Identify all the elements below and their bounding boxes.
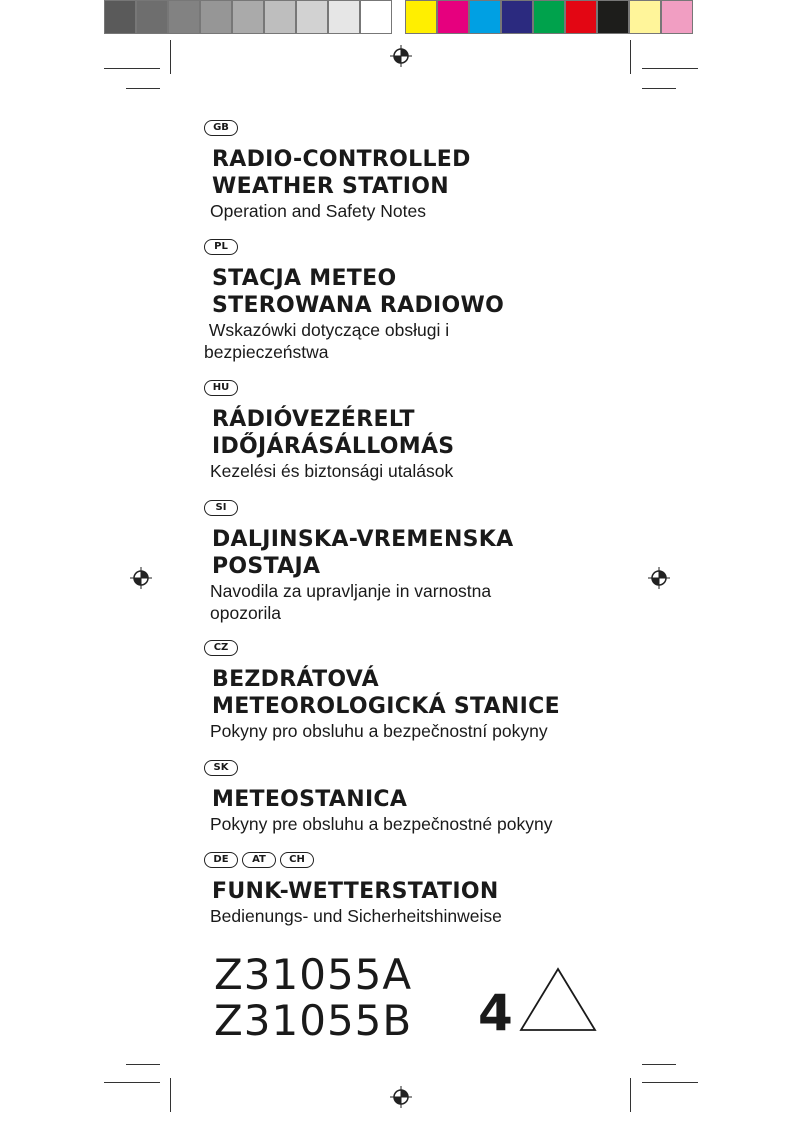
section-title xyxy=(212,666,764,720)
model-number: Z31055A xyxy=(214,950,413,999)
section-title xyxy=(212,406,764,460)
subtitle-line: Wskazówki dotyczące obsługi i xyxy=(204,320,450,340)
language-section xyxy=(204,640,764,742)
crop-mark xyxy=(642,1064,676,1065)
language-badge: HU xyxy=(204,380,238,396)
language-badges xyxy=(204,640,764,656)
color-swatch xyxy=(296,0,328,34)
title-line: STEROWANA RADIOWO xyxy=(212,293,505,318)
color-swatch xyxy=(597,0,629,34)
language-badges xyxy=(204,380,764,396)
section-title xyxy=(212,878,764,905)
color-swatch xyxy=(437,0,469,34)
color-swatch xyxy=(328,0,360,34)
model-number: Z31055B xyxy=(214,996,413,1045)
subtitle-line: Pokyny pro obsluhu a bezpečnostní pokyny xyxy=(210,721,548,741)
language-badges xyxy=(204,852,764,868)
registration-mark-icon xyxy=(390,45,412,67)
language-section xyxy=(204,380,764,482)
language-badge: CH xyxy=(280,852,314,868)
crop-mark xyxy=(126,1064,160,1065)
color-swatch xyxy=(469,0,501,34)
color-swatch xyxy=(264,0,296,34)
crop-mark xyxy=(170,40,171,74)
language-badge: DE xyxy=(204,852,238,868)
title-line: RADIO-CONTROLLED xyxy=(212,147,471,172)
section-subtitle xyxy=(204,319,764,363)
crop-mark xyxy=(630,40,631,74)
triangle-icon xyxy=(518,966,598,1034)
color-swatch xyxy=(168,0,200,34)
crop-mark xyxy=(104,68,160,69)
title-line: METEOROLOGICKÁ STANICE xyxy=(212,694,560,719)
language-section xyxy=(204,760,764,835)
title-line: WEATHER STATION xyxy=(212,174,449,199)
color-swatch xyxy=(501,0,533,34)
section-subtitle xyxy=(210,720,764,742)
title-line: STACJA METEO xyxy=(212,266,397,291)
language-badge: SI xyxy=(204,500,238,516)
title-line: FUNK-WETTERSTATION xyxy=(212,879,499,904)
crop-mark xyxy=(170,1078,171,1112)
registration-mark-icon xyxy=(130,567,152,589)
title-line: RÁDIÓVEZÉRELT xyxy=(212,407,415,432)
warning-number: 4 xyxy=(478,984,513,1042)
subtitle-line: Navodila za upravljanje in varnostna xyxy=(210,581,492,601)
title-line: DALJINSKA-VREMENSKA xyxy=(212,527,514,552)
section-subtitle xyxy=(210,200,764,222)
title-line: METEOSTANICA xyxy=(212,787,408,812)
subtitle-line: Pokyny pre obsluhu a bezpečnostné pokyny xyxy=(210,814,553,834)
section-subtitle xyxy=(210,580,764,624)
section-title xyxy=(212,786,764,813)
section-subtitle xyxy=(210,460,764,482)
language-badge: GB xyxy=(204,120,238,136)
subtitle-line: Bedienungs- und Sicherheitshinweise xyxy=(210,906,502,926)
crop-mark xyxy=(126,88,160,89)
language-badge: SK xyxy=(204,760,238,776)
language-section xyxy=(204,852,764,927)
title-line: IDŐJÁRÁSÁLLOMÁS xyxy=(212,434,455,459)
language-badge: CZ xyxy=(204,640,238,656)
section-title xyxy=(212,265,764,319)
language-badges xyxy=(204,120,764,136)
crop-mark xyxy=(642,1082,698,1083)
color-swatch xyxy=(232,0,264,34)
color-swatch xyxy=(533,0,565,34)
language-badges xyxy=(204,760,764,776)
language-section xyxy=(204,120,764,222)
color-swatch xyxy=(565,0,597,34)
language-badges xyxy=(204,500,764,516)
color-swatch xyxy=(629,0,661,34)
subtitle-line: Kezelési és biztonsági utalások xyxy=(210,461,454,481)
subtitle-line: opozorila xyxy=(210,603,282,623)
language-section xyxy=(204,239,764,363)
section-subtitle xyxy=(210,813,764,835)
subtitle-line: Operation and Safety Notes xyxy=(210,201,426,221)
color-swatch xyxy=(200,0,232,34)
title-line: POSTAJA xyxy=(212,554,321,579)
language-section xyxy=(204,500,764,624)
crop-mark xyxy=(104,1082,160,1083)
crop-mark xyxy=(642,68,698,69)
section-subtitle xyxy=(210,905,764,927)
crop-mark xyxy=(642,88,676,89)
language-badges xyxy=(204,239,764,255)
color-swatch xyxy=(405,0,437,34)
registration-mark-icon xyxy=(390,1086,412,1108)
color-swatch xyxy=(136,0,168,34)
crop-mark xyxy=(630,1078,631,1112)
color-swatch xyxy=(360,0,392,34)
language-badge: AT xyxy=(242,852,276,868)
section-title xyxy=(212,526,764,580)
subtitle-line: bezpieczeństwa xyxy=(204,342,329,362)
color-swatch xyxy=(104,0,136,34)
title-line: BEZDRÁTOVÁ xyxy=(212,667,379,692)
language-badge: PL xyxy=(204,239,238,255)
grayscale-calibration-bar xyxy=(104,0,392,34)
section-title xyxy=(212,146,764,200)
color-calibration-bar xyxy=(405,0,693,34)
color-swatch xyxy=(661,0,693,34)
